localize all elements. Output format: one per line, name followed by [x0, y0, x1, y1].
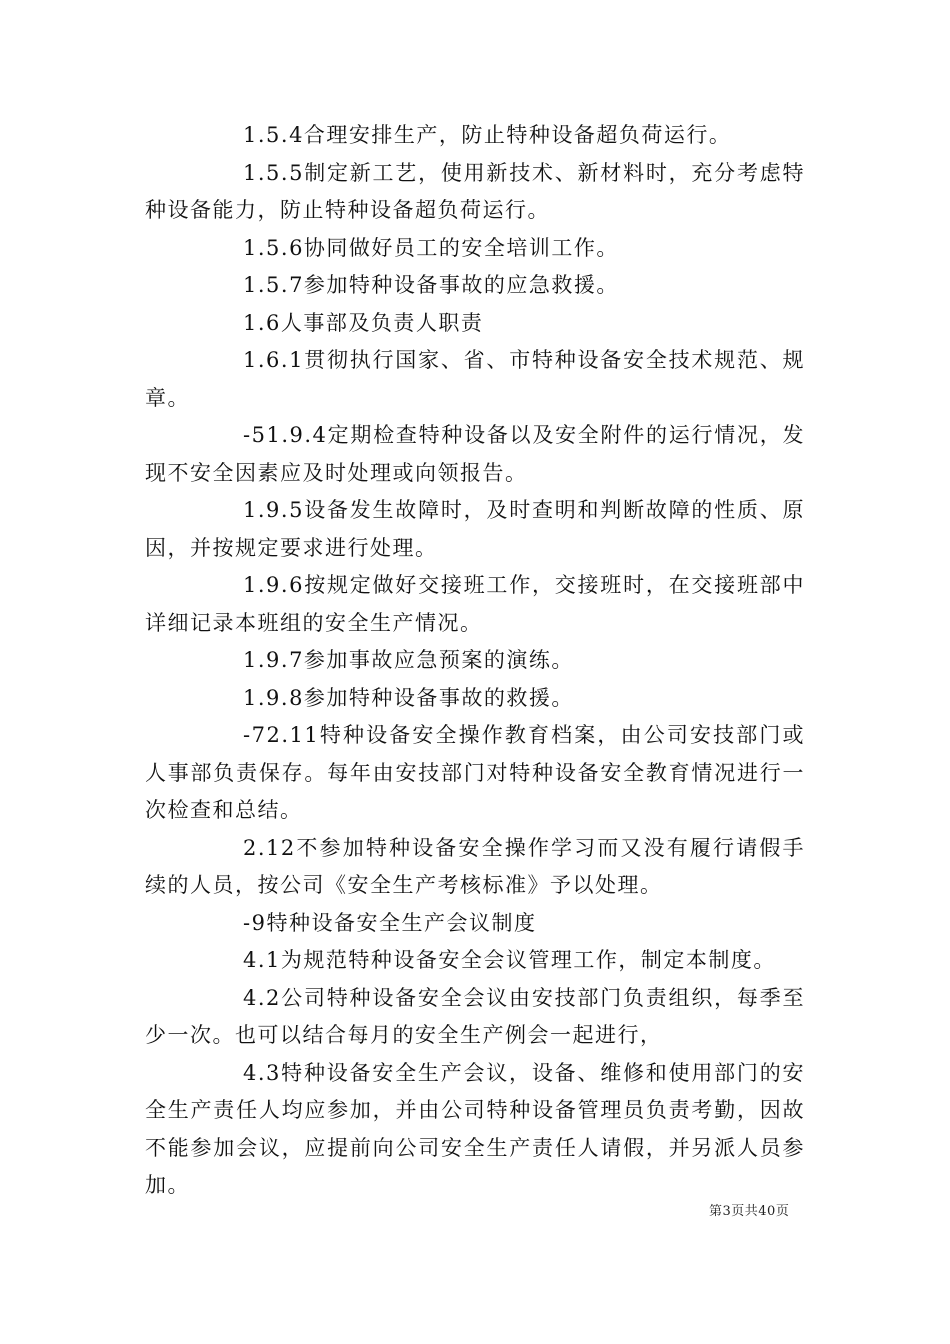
- page-number-footer: 第3页共40页: [709, 1204, 790, 1219]
- paragraph: 1.6.1贯彻执行国家、省、市特种设备安全技术规范、规章。: [145, 348, 805, 410]
- paragraph: 1.5.6协同做好员工的安全培训工作。: [243, 235, 619, 260]
- paragraph: 1.9.7参加事故应急预案的演练。: [243, 648, 574, 672]
- paragraph: 1.5.4合理安排生产，防止特种设备超负荷运行。: [243, 123, 732, 147]
- paragraph: 4.1为规范特种设备安全会议管理工作，制定本制度。: [243, 948, 776, 972]
- paragraph: 1.9.8参加特种设备事故的救援。: [243, 685, 574, 710]
- paragraph: 4.3特种设备安全生产会议，设备、维修和使用部门的安全生产责任人均应参加，并由公司特种设备管理员负责考勤，因故不能参加会议，应提前向公司安全生产责任人请假，并另派人员参加。: [145, 1060, 805, 1197]
- section-heading: -9特种设备安全生产会议制度: [243, 910, 537, 935]
- paragraph: 1.5.7参加特种设备事故的应急救援。: [243, 273, 619, 297]
- paragraph: 4.2公司特种设备安全会议由安技部门负责组织，每季至少一次。也可以结合每月的安全生产例会一起进行，: [145, 985, 805, 1047]
- paragraph: 2.12不参加特种设备安全操作学习而又没有履行请假手续的人员，按公司《安全生产考核标准》予以处理。: [145, 835, 805, 897]
- paragraph: -51.9.4定期检查特种设备以及安全附件的运行情况，发现不安全因素应及时处理或向领报告。: [145, 423, 805, 485]
- document-body: [145, 117, 805, 1205]
- paragraph: 1.9.6按规定做好交接班工作，交接班时，在交接班部中详细记录本班组的安全生产情况。: [145, 573, 805, 635]
- paragraph: 1.9.5设备发生故障时，及时查明和判断故障的性质、原因，并按规定要求进行处理。: [145, 498, 805, 560]
- section-heading: 1.6人事部及负责人职责: [243, 310, 484, 335]
- paragraph: -72.11特种设备安全操作教育档案，由公司安技部门或人事部负责保存。每年由安技部门对特种设备安全教育情况进行一次检查和总结。: [145, 723, 805, 822]
- paragraph: 1.5.5制定新工艺，使用新技术、新材料时，充分考虑特种设备能力，防止特种设备超负荷运行。: [145, 160, 805, 222]
